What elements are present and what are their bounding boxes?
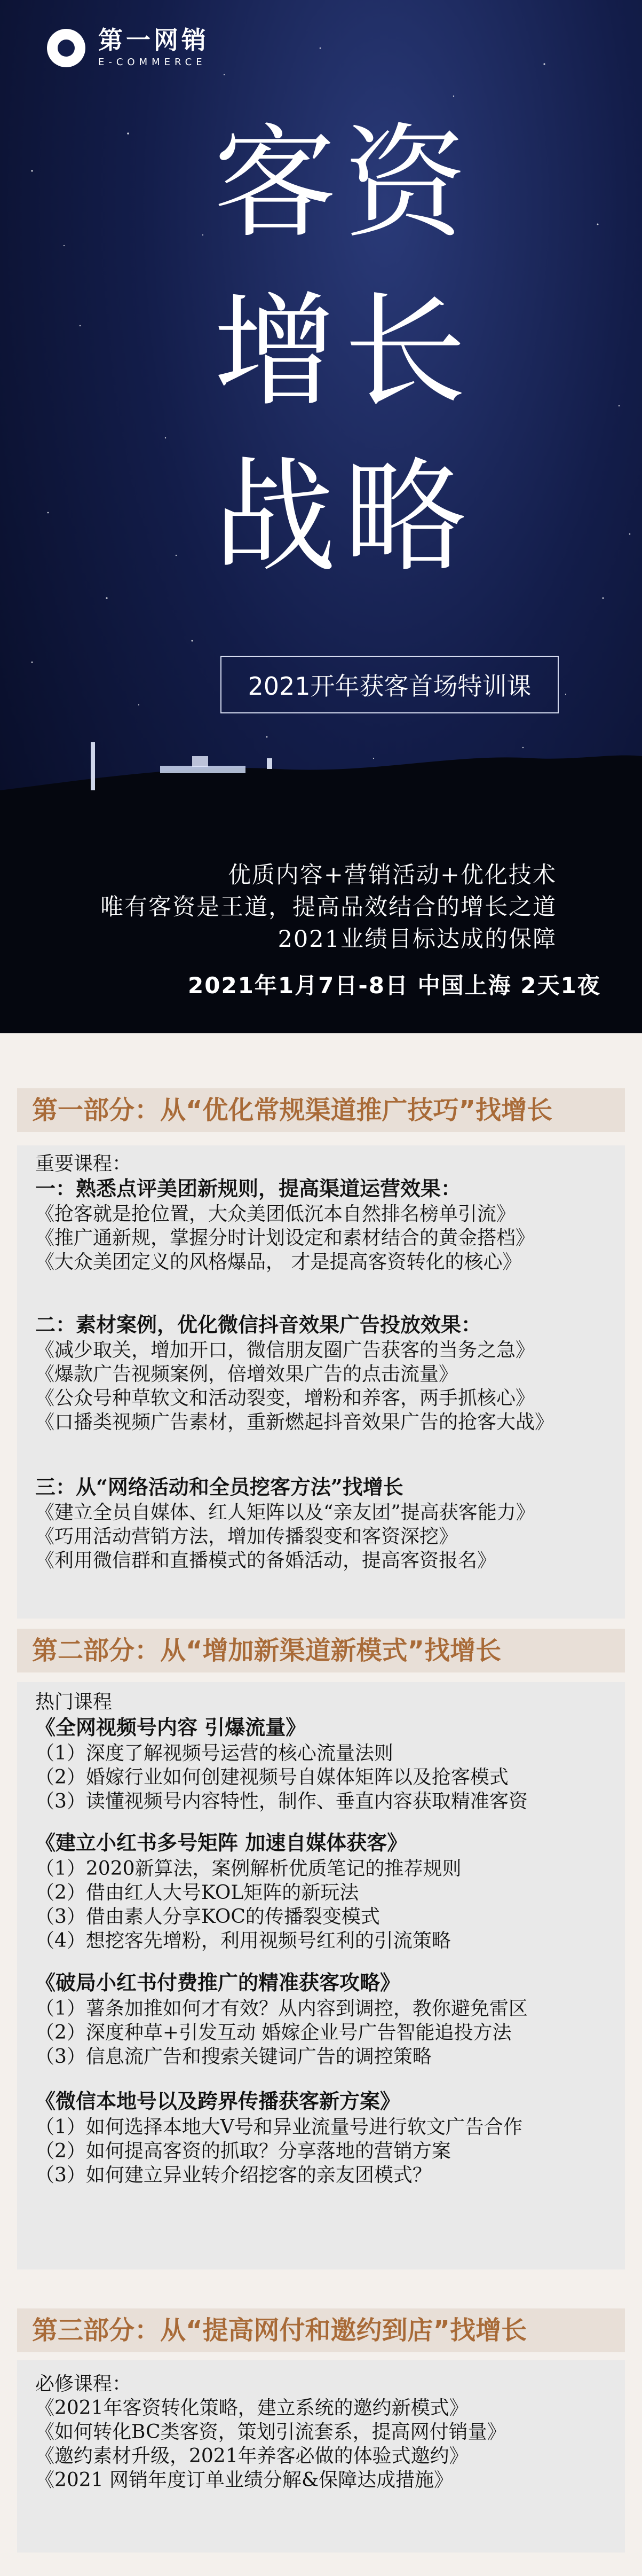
hero-title-line-2: 增长 <box>213 281 474 423</box>
list-item: 《邀约素材升级，2021年养客必做的体验式邀约》 <box>35 2445 469 2467</box>
part2-group-3-title: 《破局小红书付费推广的精准获客攻略》 <box>35 1970 401 1994</box>
part1-group-3-title: 三：从“网络活动和全员挖客方法”找增长 <box>35 1475 403 1499</box>
list-item: （3）信息流广告和搜索关键词广告的调控策略 <box>35 2046 432 2068</box>
list-item: （1）薯条加推如何才有效？从内容到调控，教你避免雷区 <box>35 1998 528 2020</box>
brand-tagline: E-COMMERCE <box>98 57 207 68</box>
part3-intro: 必修课程： <box>35 2373 132 2395</box>
hero-tag-line-2: 唯有客资是王道，提高品效结合的增长之道 <box>100 894 557 921</box>
part1-group-2-title: 二：素材案例，优化微信抖音效果广告投放效果： <box>35 1313 482 1337</box>
list-item: （3）读懂视频号内容特性，制作、垂直内容获取精准客资 <box>35 1790 528 1812</box>
part2-intro: 热门课程 <box>35 1691 113 1713</box>
part1-heading: 第一部分：从“优化常规渠道推广技巧”找增长 <box>17 1088 625 1132</box>
hero-tag-line-1: 优质内容+营销活动+优化技术 <box>227 862 557 889</box>
event-date: 2021年1月7日-8日 中国上海 2天1夜 <box>188 972 601 999</box>
brand-logo <box>47 28 209 68</box>
list-item: （3）借由素人分享KOC的传播裂变模式 <box>35 1906 380 1928</box>
list-item: 《抢客就是抢位置，大众美团低沉本自然排名榜单引流》 <box>35 1203 516 1225</box>
part1-group-1-title: 一：熟悉点评美团新规则，提高渠道运营效果： <box>35 1176 462 1200</box>
part2-heading: 第二部分：从“增加新渠道新模式”找增长 <box>17 1629 625 1672</box>
list-item: （2）如何提高客资的抓取？分享落地的营销方案 <box>35 2140 451 2162</box>
list-item: （2）借由红人大号KOL矩阵的新玩法 <box>35 1882 359 1904</box>
list-item: （4）想挖客先增粉，利用视频号红利的引流策略 <box>35 1930 451 1952</box>
circle-logo-icon <box>47 29 85 67</box>
list-item: 《利用微信群和直播模式的备婚活动，提高客资报名》 <box>35 1550 497 1572</box>
hero-title-line-3: 战略 <box>213 446 474 589</box>
list-item: 《推广通新规，掌握分时计划设定和素材结合的黄金搭档》 <box>35 1227 535 1249</box>
list-item: 《口播类视频广告素材，重新燃起抖音效果广告的抢客大战》 <box>35 1411 554 1433</box>
hero-title-line-1: 客资 <box>213 113 474 255</box>
list-item: 《减少取关，增加开口，微信朋友圈广告获客的当务之急》 <box>35 1339 535 1361</box>
brand-name: 第一网销 <box>98 26 209 54</box>
part2-group-2-title: 《建立小红书多号矩阵 加速自媒体获客》 <box>35 1831 408 1855</box>
list-item: （1）2020新算法，案例解析优质笔记的推荐规则 <box>35 1858 462 1880</box>
list-item: （1）深度了解视频号运营的核心流量法则 <box>35 1742 393 1764</box>
part2-group-4-title: 《微信本地号以及跨界传播获客新方案》 <box>35 2089 401 2113</box>
list-item: 《大众美团定义的风格爆品， 才是提高客资转化的核心》 <box>35 1251 522 1273</box>
part2-group-1-title: 《全网视频号内容 引爆流量》 <box>35 1715 306 1739</box>
part3-heading: 第三部分：从“提高网付和邀约到店”找增长 <box>17 2308 625 2352</box>
list-item: （1）如何选择本地大V号和异业流量号进行软文广告合作 <box>35 2116 522 2138</box>
list-item: 《2021 网销年度订单业绩分解&保障达成措施》 <box>35 2469 454 2491</box>
list-item: 《爆款广告视频案例，倍增效果广告的点击流量》 <box>35 1363 458 1385</box>
hero-subtitle-box <box>220 656 559 713</box>
list-item: 《公众号种草软文和活动裂变，增粉和养客，两手抓核心》 <box>35 1387 535 1409</box>
hero-subtitle: 2021开年获客首场特训课 <box>248 672 532 701</box>
hero-tag-line-3: 2021业绩目标达成的保障 <box>278 926 557 953</box>
list-item: 《2021年客资转化策略，建立系统的邀约新模式》 <box>35 2397 469 2419</box>
list-item: 《巧用活动营销方法，增加传播裂变和客资深挖》 <box>35 1526 458 1548</box>
hero-banner <box>0 0 642 1033</box>
list-item: （3）如何建立异业转介绍挖客的亲友团模式？ <box>35 2164 432 2186</box>
part1-intro: 重要课程： <box>35 1153 132 1175</box>
list-item: 《建立全员自媒体、红人矩阵以及“亲友团”提高获客能力》 <box>35 1502 535 1523</box>
list-item: 《如何转化BC类客资，策划引流套系，提高网付销量》 <box>35 2421 506 2443</box>
list-item: （2）婚嫁行业如何创建视频号自媒体矩阵以及抢客模式 <box>35 1766 509 1788</box>
list-item: （2）深度种草+引发互动 婚嫁企业号广告智能追投方法 <box>35 2022 512 2044</box>
